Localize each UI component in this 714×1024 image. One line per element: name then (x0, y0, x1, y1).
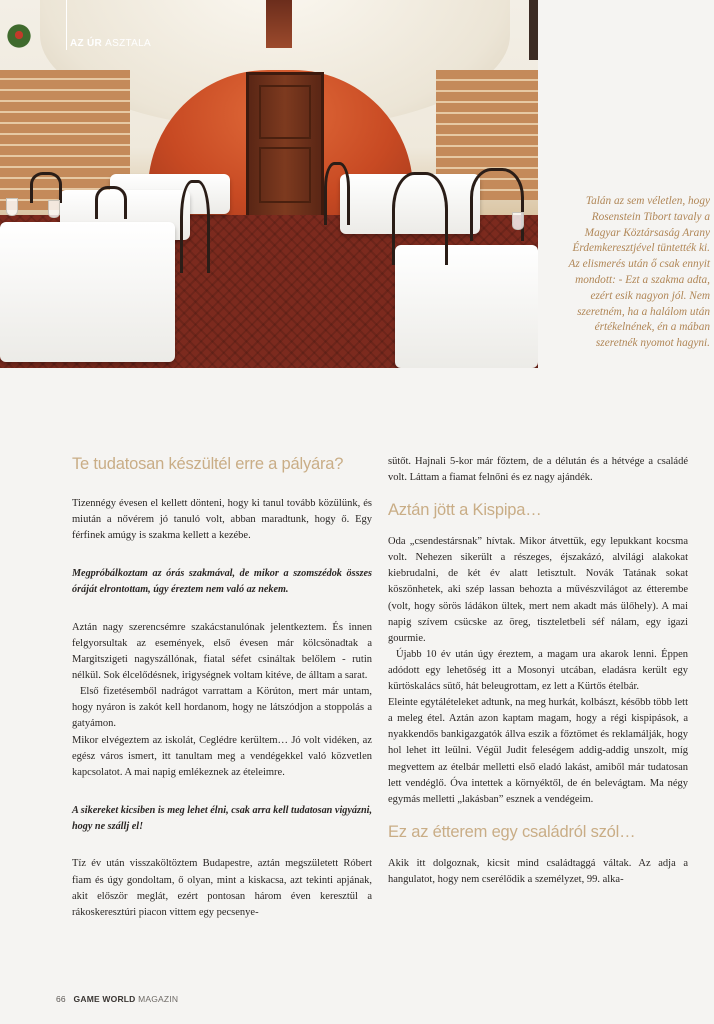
article-column-right (388, 454, 688, 888)
page-number: 66 (56, 994, 66, 1004)
paragraph: Eleinte egytálételeket adtunk, na meg hurkát, kolbászt, később több lett a meleg étel. Aztán azon kaptam magam, hogy a régi kispipások, a nyakkendős bankigazgatók állva eszik a főztömet és reklamálják, hogy hol lehet itt leülni. Végül Judit feleségem addig-addig unszolt, míg megvettem az ételbár melletti első eladó lakást, amiből már tudatosan lett vendéglő. Óva intettek a környéktől, de én belevágtam. Ma négy egymás melletti „lakásban” esznek a vendégeim. (388, 697, 688, 805)
paragraph: Első fizetésemből nadrágot varrattam a Körúton, mert már untam, hogy nyáron is zakót kell hordanom, hogy ne látszódjon a stoppolás a gatyámon. (72, 686, 372, 730)
highlight-quote: Megpróbálkoztam az órás szakmával, de mikor a szomszédok összes óráját elrontottam, úgy éreztem nem való az nekem. (72, 568, 372, 596)
bentwood-chair (470, 168, 524, 241)
paragraph: Oda „csendestársnak” hívtak. Mikor átvettük, egy lepukkant kocsma volt. Nehezen sikerült a részeges, éjszakázó, alvilági alakokat kiebrudalni, de két év alatt letisztult. Novák Tatának sokat köszönhetek, aki szép lassan behozta a művészvilágot az étterembe (volt, hogy sörös ládákon ültek, mert nem akadt más ülőhely). A mai napig szívem csücske az öreg, tiszteletbeli séf nálam, egy igazi gourmie. (388, 536, 688, 644)
magazine-name: GAME WORLD (73, 994, 136, 1004)
ceiling-beam (266, 0, 292, 48)
paragraph: Tíz év után visszaköltöztem Budapestre, aztán megszületett Róbert fiam és úgy gondoltam, ő olyan, mint a kiskacsa, azt tekinti apjának, akit először meglát, ezért pontosan három éven keresztül a rákoskeresztúri piacon vittem egy pecsenye- (72, 858, 372, 918)
bentwood-chair (30, 172, 62, 203)
section-label: AZ ÚR ASZTALA (70, 38, 151, 49)
wine-glass (6, 198, 18, 216)
bentwood-chair (95, 186, 127, 219)
section-divider (66, 0, 67, 50)
pull-quote: Talán az sem véletlen, hogy Rosenstein Tibort tavaly a Magyar Köztársaság Arany Érdemkeresztjével tüntették ki. Az elismerés után ő csak ennyit mondott: - Ezt a szakma adta, ezért esik nagyon jól. Nem szeretném, ha a halálom után értékelnének, én a mában szeretnék nyomot hagyni. (568, 195, 710, 350)
section-heading: Ez az étterem egy családról szól… (388, 822, 636, 841)
paragraph: sütőt. Hajnali 5-kor már főztem, de a délután és a hétvége a családé volt. Láttam a fiamat felnőni és ez nagy ajándék. (388, 456, 688, 484)
page-footer (56, 994, 178, 1004)
section-heading: Aztán jött a Kispipa… (388, 501, 542, 520)
paragraph: Újabb 10 év után úgy éreztem, a magam ura akarok lenni. Éppen adódott egy lehetőség itt a Mosonyi utcában, eladásra került egy kürtöskalács sütő, hát beleugrottam, ez lett a Kürtős ételbár. (388, 648, 688, 693)
bentwood-chair (324, 162, 350, 225)
wine-glass (48, 200, 60, 218)
paragraph: Tizennégy évesen el kellett dönteni, hogy ki tanul tovább közülünk, és miután a nővérem jó tanuló volt, abban maradtunk, hogy ő. Egy férfinek amúgy is szakma kellett a kezébe. (72, 498, 372, 542)
paragraph: Aztán nagy szerencsémre szakácstanulónak jelentkeztem. És innen felgyorsultak az események, első évesen már kölcsönadtak a Margitszigeti nagyszállónak, fiatal séfet csináltak belőlem - rutin nélkül. Sok élcelődésnek, irigységnek voltam kitéve, de álltam a sarat. (72, 621, 372, 682)
wine-glass (512, 212, 524, 230)
magazine-subtitle: MAGAZIN (138, 994, 179, 1004)
paragraph: Akik itt dolgoznak, kicsit mind családtaggá váltak. Az adja a hangulatot, hogy nem cserélődik a személyzet, 99. alka- (388, 857, 688, 885)
wooden-door (246, 72, 324, 218)
highlight-quote: A sikereket kicsiben is meg lehet élni, csak arra kell tudatosan vigyázni, hogy ne szállj el! (72, 804, 372, 832)
restaurant-photo (0, 0, 538, 368)
plant-decoration (4, 20, 34, 60)
article-column-left (72, 454, 372, 921)
dining-table (0, 222, 175, 362)
picture-frame (529, 0, 538, 60)
paragraph: Mikor elvégeztem az iskolát, Ceglédre kerültem… Jó volt vidéken, az egész város ismert, itt tanultam meg a vendégekkel való közvetlen kapcsolatot. A mai napig emlékeznek az ételeimre. (72, 734, 372, 778)
bentwood-chair (392, 172, 448, 265)
bentwood-chair (180, 180, 210, 273)
section-heading: Te tudatosan készültél erre a pályára? (72, 455, 344, 473)
